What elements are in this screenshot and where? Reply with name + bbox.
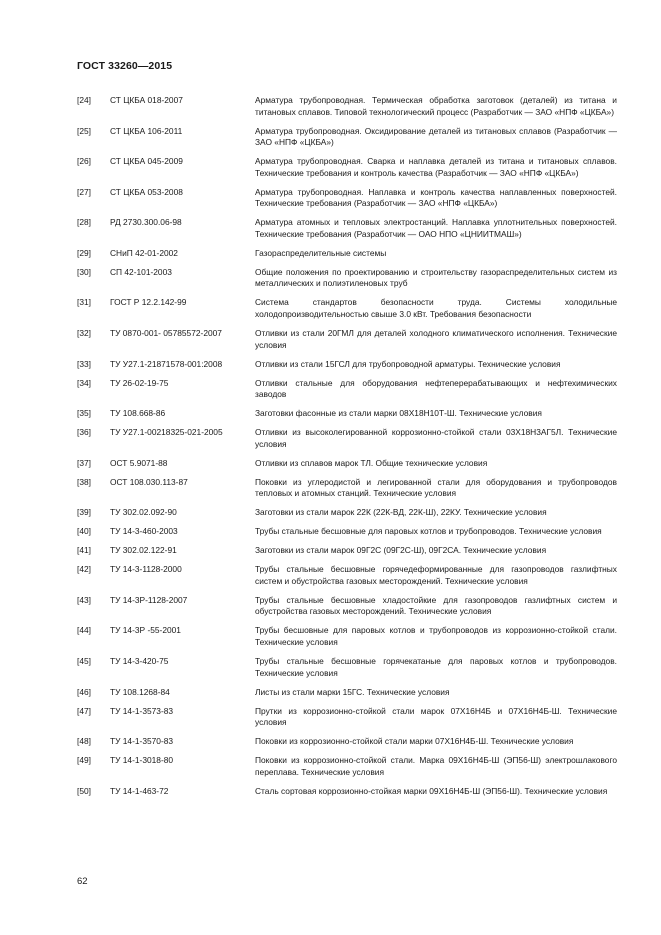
reference-code: ТУ 14-1-463-72	[110, 785, 169, 796]
reference-number: [24]	[77, 95, 91, 105]
reference-description: Поковки из углеродистой и легированной стали для оборудования и трубопроводов тепловых и атомных станций. Технические условия	[255, 476, 617, 499]
reference-number: [30]	[77, 266, 91, 277]
reference-code: ТУ 14-1-3573-83	[110, 705, 174, 716]
reference-description: Арматура трубопроводная. Наплавка и контроль качества наплавленных поверхностей. Технические требования (Разработчик — ЗАО «НПФ «ЦКБА»)	[255, 186, 617, 209]
reference-code: ОСТ 5.9071-88	[110, 457, 168, 468]
reference-description: Отливки стальные для оборудования нефтеперерабатывающих и нефтехимических заводов	[255, 377, 617, 400]
reference-number: [36]	[77, 427, 91, 438]
reference-number: [43]	[77, 594, 91, 605]
reference-row	[77, 687, 617, 699]
reference-row	[77, 359, 617, 371]
reference-number: [48]	[77, 736, 91, 747]
reference-description: Отливки из стали 20ГМЛ для деталей холодного климатического исполнения. Технические условия	[255, 328, 617, 350]
reference-description: Заготовки фасонные из стали марки 08Х18Н10Т-Ш. Технические условия	[255, 408, 542, 419]
reference-description: Прутки из коррозионно-стойкой стали марок 07Х16Н4Б и 07Х16Н4Б-Ш. Технические условия	[255, 705, 617, 728]
reference-code: СТ ЦКБА 053-2008	[110, 186, 183, 197]
reference-code: ТУ 108.1268-84	[110, 686, 170, 697]
reference-number: [26]	[77, 156, 91, 167]
reference-row	[77, 625, 617, 648]
reference-number: [29]	[77, 247, 91, 258]
reference-description: Сталь сортовая коррозионно-стойкая марки 09Х16Н4Б-Ш (ЭП56-Ш). Технические условия	[255, 785, 608, 796]
reference-number: [33]	[77, 358, 91, 369]
reference-number: [25]	[77, 125, 91, 136]
reference-code: СП 42-101-2003	[110, 266, 172, 277]
reference-number: [50]	[77, 785, 91, 796]
document-header: ГОСТ 33260—2015	[77, 60, 173, 72]
reference-description: Поковки из коррозионно-стойкой стали марки 07Х16Н4Б-Ш. Технические условия	[255, 736, 574, 747]
reference-number: [35]	[77, 408, 91, 419]
reference-description: Трубы стальные бесшовные горячекатаные для паровых котлов и трубопроводов. Технические условия	[255, 655, 617, 678]
reference-code: ТУ 14-1-3570-83	[110, 736, 174, 747]
reference-number: [45]	[77, 655, 91, 666]
reference-code: ТУ 0870-001- 05785572-2007	[110, 328, 222, 339]
reference-number: [32]	[77, 328, 91, 339]
reference-row	[77, 328, 617, 351]
reference-number: [40]	[77, 526, 91, 537]
reference-row	[77, 378, 617, 401]
reference-description: Трубы стальные бесшовные горячедеформированные для газопроводов газлифтных систем и обустройства газовых месторождений. Технические условия	[255, 564, 617, 586]
reference-code: ТУ 14-3Р -55-2001	[110, 625, 181, 636]
reference-code: ТУ У27.1-21871578-001:2008	[110, 358, 223, 369]
reference-code: ТУ 302.02.092-90	[110, 507, 177, 518]
reference-description: Система стандартов безопасности труда. Системы холодильные холодопроизводительностью свыше 3.0 кВт. Требования безопасности	[255, 297, 617, 320]
reference-description: Арматура трубопроводная. Оксидирование деталей из титановых сплавов (Разработчик — ЗАО «НПФ «ЦКБА»)	[255, 125, 617, 148]
reference-row	[77, 736, 617, 748]
reference-description: Отливки из высоколегированной коррозионно-стойкой стали 03Х18Н3АГ5Л. Технические условия	[255, 427, 617, 449]
reference-code: ТУ 14-1-3018-80	[110, 755, 174, 766]
reference-code: ТУ У27.1-00218325-021-2005	[110, 427, 223, 438]
reference-number: [31]	[77, 297, 91, 308]
reference-row	[77, 507, 617, 519]
reference-row	[77, 95, 617, 118]
reference-description: Трубы стальные бесшовные для паровых котлов и трубопроводов. Технические условия	[255, 526, 602, 537]
reference-number: [28]	[77, 217, 91, 228]
reference-code: СТ ЦКБА 018-2007	[110, 95, 183, 105]
reference-row	[77, 755, 617, 778]
reference-row	[77, 656, 617, 679]
reference-code: ТУ 14-3-420-75	[110, 655, 169, 666]
reference-row	[77, 706, 617, 729]
reference-row	[77, 297, 617, 320]
references-list	[77, 95, 617, 805]
reference-code: СТ ЦКБА 045-2009	[110, 156, 183, 167]
reference-row	[77, 408, 617, 420]
reference-code: ТУ 14-3-460-2003	[110, 526, 178, 537]
reference-number: [34]	[77, 377, 91, 388]
reference-description: Газораспределительные системы	[255, 247, 387, 258]
reference-number: [47]	[77, 705, 91, 716]
reference-description: Отливки из стали 15ГСЛ для трубопроводной арматуры. Технические условия	[255, 358, 561, 369]
reference-description: Трубы бесшовные для паровых котлов и трубопроводов из коррозионно-стойкой стали. Технические условия	[255, 625, 617, 647]
reference-row	[77, 267, 617, 290]
reference-description: Поковки из коррозионно-стойкой стали. Марка 09Х16Н4Б-Ш (ЭП56-Ш) электрошлакового переплава. Технические условия	[255, 755, 617, 777]
reference-number: [46]	[77, 686, 91, 697]
reference-code: ТУ 14-3-1128-2000	[110, 564, 182, 575]
reference-number: [49]	[77, 755, 91, 766]
reference-row	[77, 595, 617, 618]
reference-code: СНиП 42-01-2002	[110, 247, 178, 258]
reference-code: ТУ 302.02.122-91	[110, 545, 177, 556]
reference-row	[77, 564, 617, 587]
reference-description: Заготовки из стали марок 09Г2С (09Г2С-Ш), 09Г2СА. Технические условия	[255, 545, 547, 556]
reference-row	[77, 427, 617, 450]
reference-number: [44]	[77, 625, 91, 636]
reference-description: Арматура трубопроводная. Сварка и наплавка деталей из титана и титановых сплавов. Технические требования и контроль качества (Разработчик — ЗАО «НПФ «ЦКБА»)	[255, 156, 617, 178]
reference-code: ТУ 108.668-86	[110, 408, 166, 419]
reference-description: Общие положения по проектированию и строительству газораспределительных систем из металлических и полиэтиленовых труб	[255, 266, 617, 289]
reference-code: СТ ЦКБА 106-2011	[110, 125, 183, 136]
reference-row	[77, 126, 617, 149]
reference-row	[77, 526, 617, 538]
reference-row	[77, 458, 617, 470]
reference-row	[77, 156, 617, 179]
reference-row	[77, 545, 617, 557]
reference-description: Листы из стали марки 15ГС. Технические условия	[255, 686, 450, 697]
reference-number: [38]	[77, 476, 91, 487]
reference-row	[77, 187, 617, 210]
reference-description: Арматура трубопроводная. Термическая обработка заготовок (деталей) из титана и титановых сплавов. Типовой технологический процесс (Разработчик — ЗАО «НПФ «ЦКБА»)	[255, 95, 617, 117]
page-number: 62	[77, 876, 88, 887]
reference-row	[77, 786, 617, 798]
reference-description: Арматура атомных и тепловых электростанций. Наплавка уплотнительных поверхностей. Технические требования (Разработчик — ОАО НПО «ЦНИИТМАШ»)	[255, 217, 617, 239]
reference-number: [39]	[77, 507, 91, 518]
reference-number: [37]	[77, 457, 91, 468]
reference-row	[77, 248, 617, 260]
reference-number: [41]	[77, 545, 91, 556]
reference-description: Трубы стальные бесшовные хладостойкие для газопроводов газлифтных систем и обустройства газовых месторождений. Технические условия	[255, 594, 617, 617]
reference-number: [27]	[77, 186, 91, 197]
reference-row	[77, 477, 617, 500]
reference-code: ТУ 14-3Р-1128-2007	[110, 594, 188, 605]
reference-description: Отливки из сплавов марок ТЛ. Общие технические условия	[255, 457, 488, 468]
reference-number: [42]	[77, 564, 91, 575]
reference-code: ГОСТ Р 12.2.142-99	[110, 297, 187, 308]
reference-code: ОСТ 108.030.113-87	[110, 476, 188, 487]
reference-code: РД 2730.300.06-98	[110, 217, 182, 228]
reference-code: ТУ 26-02-19-75	[110, 377, 169, 388]
reference-row	[77, 217, 617, 240]
reference-description: Заготовки из стали марок 22К (22К-ВД, 22К-Ш), 22КУ. Технические условия	[255, 507, 547, 518]
